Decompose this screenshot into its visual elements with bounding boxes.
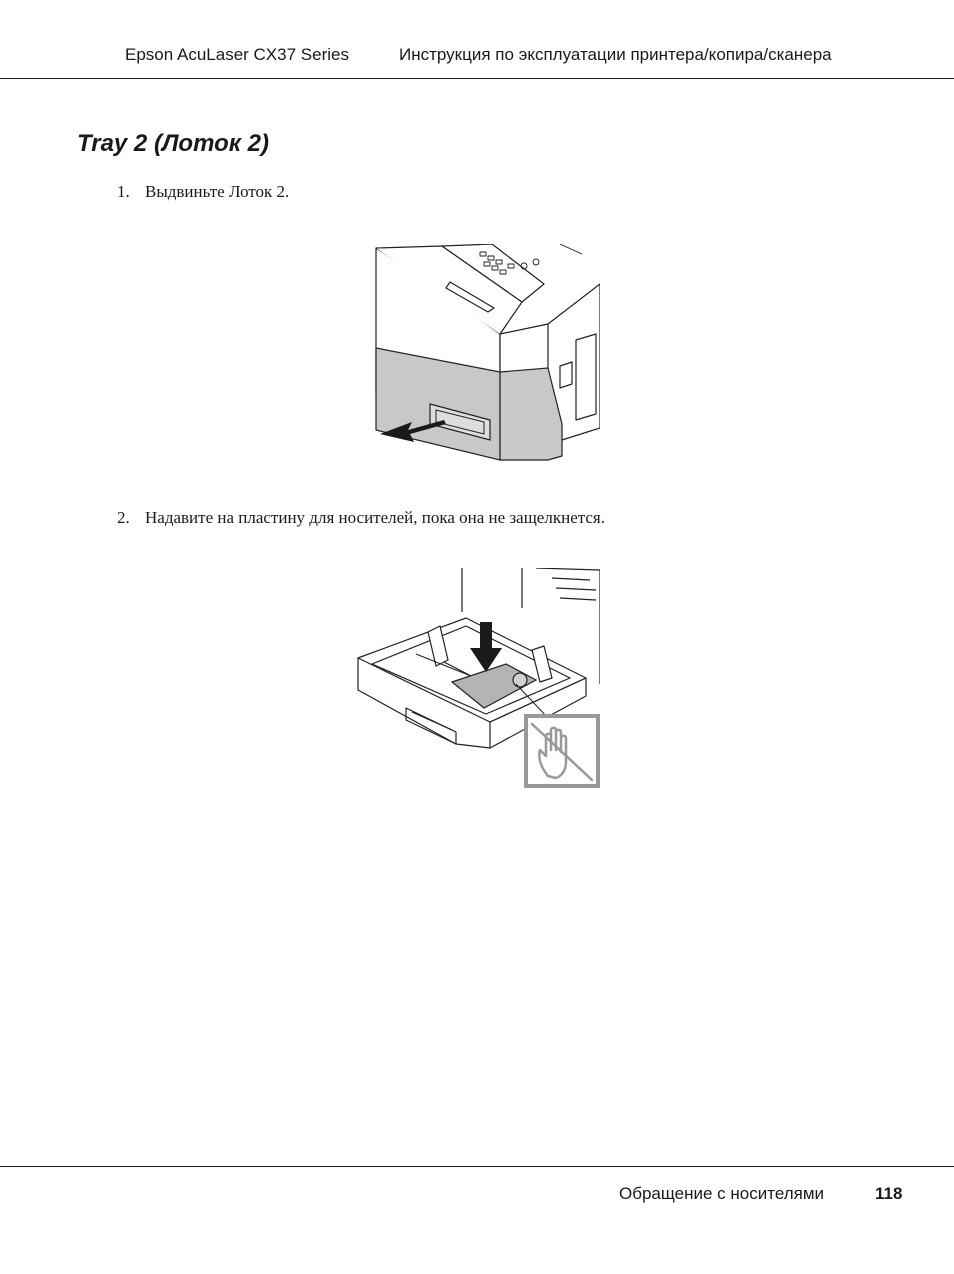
tray-pull-out-illustration	[372, 244, 600, 466]
header-product-name: Epson AcuLaser CX37 Series	[125, 45, 349, 64]
step-number: 2.	[117, 508, 130, 527]
footer-section-name: Обращение с носителями	[619, 1184, 825, 1203]
footer-page-number: 118	[875, 1184, 903, 1203]
header-manual-title: Инструкция по эксплуатации принтера/копира/сканера	[399, 45, 832, 64]
page-footer-rule	[0, 1166, 954, 1167]
press-plate-illustration	[356, 568, 600, 790]
page-header	[0, 0, 954, 79]
step-number: 1.	[117, 182, 130, 201]
step-text: Надавите на пластину для носителей, пока она не защелкнется.	[145, 508, 605, 527]
section-title: Tray 2 (Лоток 2)	[77, 130, 269, 157]
step-text: Выдвиньте Лоток 2.	[145, 182, 290, 201]
